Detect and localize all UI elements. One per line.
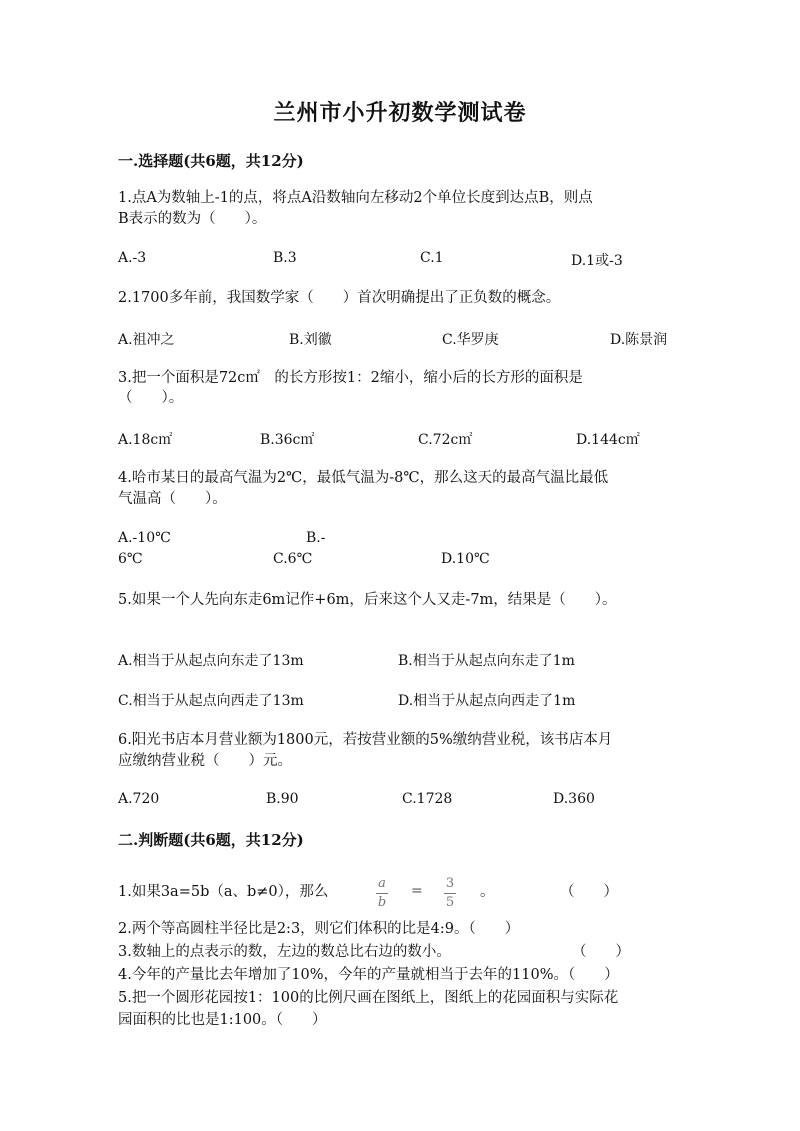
judge-q5-text-line1: 5.把一个圆形花园按1：100的比例尺画在图纸上，图纸上的花园面积与实际花 — [118, 990, 619, 1006]
fraction-3-bar — [444, 893, 456, 894]
q4-option-a: A.-10℃ — [118, 530, 171, 546]
q2-option-d: D.陈景润 — [610, 332, 668, 348]
q5-option-b: B.相当于从起点向东走了1m — [398, 653, 575, 669]
q6-option-a: A.720 — [118, 791, 160, 807]
fraction-3-over-5 — [444, 877, 456, 910]
judge-q1-text: 1.如果3a=5b（a、b≠0），那么 — [118, 884, 329, 900]
q6-option-b: B.90 — [266, 791, 299, 807]
q5-option-a: A.相当于从起点向东走了13m — [118, 653, 304, 669]
q4-text-line2: 气温高（ ）。 — [118, 491, 227, 507]
q6-option-c: C.1728 — [402, 791, 453, 807]
q1-option-a: A.-3 — [118, 250, 147, 266]
equals-sign: = — [411, 883, 423, 899]
q1-option-b: B.3 — [273, 250, 297, 266]
fraction-a-numerator: a — [378, 876, 386, 891]
fraction-a-over-b — [376, 877, 388, 910]
q5-option-c: C.相当于从起点向西走了13m — [118, 693, 304, 709]
q3-option-d: D.144c㎡ — [576, 432, 640, 448]
q1-option-c: C.1 — [420, 250, 444, 266]
page-title: 兰州市小升初数学测试卷 — [273, 100, 527, 126]
q6-option-d: D.360 — [553, 791, 595, 807]
fraction-a-bar — [376, 893, 388, 894]
fraction-a-denominator: b — [377, 895, 387, 910]
q2-text: 2.1700多年前，我国数学家（ ）首次明确提出了正负数的概念。 — [118, 290, 561, 306]
q6-text-line2: 应缴纳营业税（ ）元。 — [118, 753, 292, 769]
q2-option-a: A.祖冲之 — [118, 332, 175, 348]
q3-option-b: B.36c㎡ — [260, 432, 315, 448]
judge-q4-text: 4.今年的产量比去年增加了10%，今年的产量就相当于去年的110%。（ ） — [118, 967, 619, 983]
q3-text-line1: 3.把一个面积是72c㎡ 的长方形按1：2缩小，缩小后的长方形的面积是 — [118, 370, 583, 386]
q2-option-b: B.刘徽 — [289, 332, 332, 348]
q1-text-line2: B表示的数为（ ）。 — [118, 211, 267, 227]
q4-option-b-part2: 6℃ — [118, 551, 143, 567]
q4-text-line1: 4.哈市某日的最高气温为2℃，最低气温为-8℃，那么这天的最高气温比最低 — [118, 470, 609, 486]
q3-option-a: A.18c㎡ — [118, 432, 173, 448]
q5-text: 5.如果一个人先向东走6m记作+6m，后来这个人又走-7m，结果是（ ）。 — [118, 592, 617, 608]
judge-q1-answer-paren: （ ） — [560, 884, 618, 900]
fraction-5-denominator: 5 — [445, 895, 455, 910]
section-2-header: 二.判断题(共6题，共12分) — [118, 831, 304, 849]
q1-option-d: D.1或-3 — [571, 253, 623, 269]
judge-q5-text-line2: 园面积的比也是1:100。（ ） — [118, 1012, 327, 1028]
judge-q3-answer-paren: （ ） — [572, 944, 630, 960]
q6-text-line1: 6.阳光书店本月营业额为1800元，若按营业额的5%缴纳营业税，该书店本月 — [118, 732, 613, 748]
judge-q1-period: 。 — [480, 884, 495, 900]
q3-option-c: C.72c㎡ — [418, 432, 473, 448]
judge-q3-text: 3.数轴上的点表示的数，左边的数总比右边的数小。 — [118, 944, 451, 960]
q3-text-line2: （ ）。 — [118, 390, 184, 406]
judge-q2-text: 2.两个等高圆柱半径比是2:3，则它们体积的比是4:9。（ ） — [118, 921, 520, 937]
q5-option-d: D.相当于从起点向西走了1m — [398, 693, 576, 709]
q1-text-line1: 1.点A为数轴上-1的点，将点A沿数轴向左移动2个单位长度到达点B，则点 — [118, 190, 593, 206]
q4-option-d: D.10℃ — [441, 551, 490, 567]
section-1-header: 一.选择题(共6题，共12分) — [118, 152, 304, 170]
q2-option-c: C.华罗庚 — [442, 332, 499, 348]
q4-option-c: C.6℃ — [273, 551, 313, 567]
fraction-3-numerator: 3 — [445, 876, 455, 891]
q4-option-b-part1: B.- — [306, 530, 326, 546]
